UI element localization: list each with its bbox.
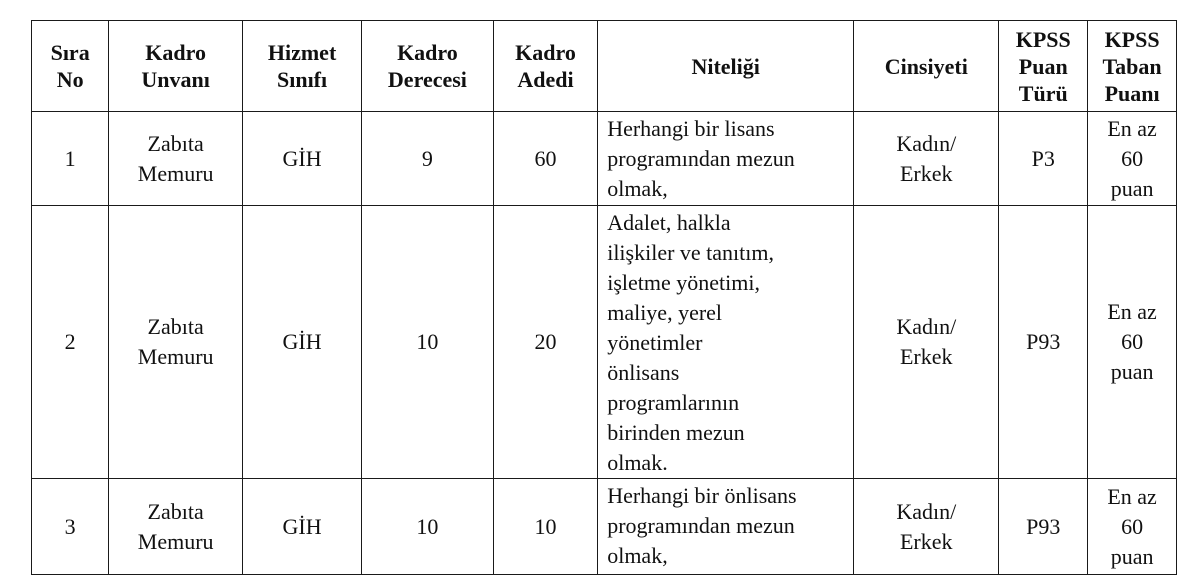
cell-kpss-taban-puani [1088,479,1177,575]
cell-kadro-unvani [109,112,243,206]
cell-cinsiyeti [854,112,999,206]
cell-line: Erkek [899,160,953,186]
header-line: KPSS [1015,26,1071,52]
cell-sira-no: 1 [32,112,109,206]
cell-line: Erkek [899,528,953,554]
header-line: KPSS [1104,26,1160,52]
header-line: Kadro [145,40,207,65]
cell-line: Kadın/ [896,498,957,524]
header-line: Cinsiyeti [884,53,968,79]
cell-line: Herhangi bir önlisans [607,483,797,508]
cell-hizmet-sinifi: GİH [243,112,362,206]
cell-cinsiyeti [854,479,999,575]
cell-line: 60 [1121,513,1144,539]
header-kpss-puan-turu [999,21,1088,112]
cell-kadro-derecesi: 9 [362,112,494,206]
cell-line: puan [1110,175,1154,201]
cell-kadro-adedi: 60 [493,112,597,206]
header-line: Kadro [515,40,576,65]
header-cinsiyeti [854,21,999,112]
cell-line: birinden mezun [607,420,745,445]
header-kadro-derecesi [362,21,494,112]
cell-line: En az [1107,115,1157,141]
header-line: Sınıfı [276,67,328,92]
cell-sira-no: 3 [32,479,109,575]
cell-line: Zabıta [147,314,204,339]
cell-kpss-puan-turu: P93 [999,479,1088,575]
cell-cinsiyeti [854,206,999,479]
cell-line: En az [1107,483,1157,509]
cell-line: olmak, [607,176,668,201]
cell-line: En az [1107,299,1157,324]
header-line: Unvanı [141,67,210,92]
cell-line: önlisans [607,360,680,385]
header-line: Puan [1018,53,1068,79]
header-line: Niteliği [691,53,760,79]
header-line: Hizmet [267,40,337,65]
cell-sira-no: 2 [32,206,109,479]
cell-line: Zabıta [147,498,204,524]
cell-line: Zabıta [147,130,204,156]
header-row [32,21,1177,112]
cell-line: programından mezun [607,146,795,171]
header-sira-no [32,21,109,112]
header-line: Adedi [517,67,574,92]
cell-line: programlarının [607,390,740,415]
header-line: Kadro [397,40,458,65]
cell-line: puan [1110,543,1154,569]
header-kpss-taban-puani [1088,21,1177,112]
cell-niteligi [598,112,854,206]
cell-kpss-taban-puani [1088,112,1177,206]
cell-line: Kadın/ [896,314,957,339]
cell-line: Memuru [137,344,214,369]
header-kadro-adedi [493,21,597,112]
cell-hizmet-sinifi: GİH [243,479,362,575]
cell-kpss-taban-puani [1088,206,1177,479]
header-niteligi [598,21,854,112]
header-line: Puanı [1104,80,1160,106]
cell-kadro-derecesi: 10 [362,206,494,479]
header-line: Türü [1018,80,1068,106]
cell-line: ilişkiler ve tanıtım, [607,240,775,265]
cell-line: Adalet, halkla [607,210,731,235]
header-hizmet-sinifi [243,21,362,112]
cell-line: Memuru [137,528,214,554]
cell-line: 60 [1121,329,1144,354]
cell-line: Herhangi bir lisans [607,116,775,141]
cell-line: 60 [1121,145,1144,171]
table-row [32,206,1177,479]
cell-line: puan [1110,359,1154,384]
cell-kpss-puan-turu: P93 [999,206,1088,479]
header-line: Derecesi [387,67,467,92]
header-line: Sıra [50,40,90,65]
cell-line: olmak. [607,450,668,475]
cell-line: yönetimler [607,330,703,355]
cell-niteligi [598,479,854,575]
header-line: Taban [1102,53,1162,79]
cell-kadro-adedi: 10 [493,479,597,575]
table-row [32,112,1177,206]
cell-kadro-unvani [109,206,243,479]
cell-line: Erkek [899,344,953,369]
cell-line: olmak, [607,543,668,568]
cell-line: Memuru [137,160,214,186]
cell-kpss-puan-turu: P3 [999,112,1088,206]
kadro-table [31,20,1177,575]
cell-niteligi [598,206,854,479]
table-row [32,479,1177,575]
header-line: No [56,67,84,92]
cell-kadro-derecesi: 10 [362,479,494,575]
cell-line: maliye, yerel [607,300,723,325]
cell-kadro-adedi: 20 [493,206,597,479]
cell-kadro-unvani [109,479,243,575]
cell-hizmet-sinifi: GİH [243,206,362,479]
cell-line: işletme yönetimi, [607,270,760,295]
cell-line: Kadın/ [896,130,957,156]
cell-line: programından mezun [607,513,795,538]
header-kadro-unvani [109,21,243,112]
